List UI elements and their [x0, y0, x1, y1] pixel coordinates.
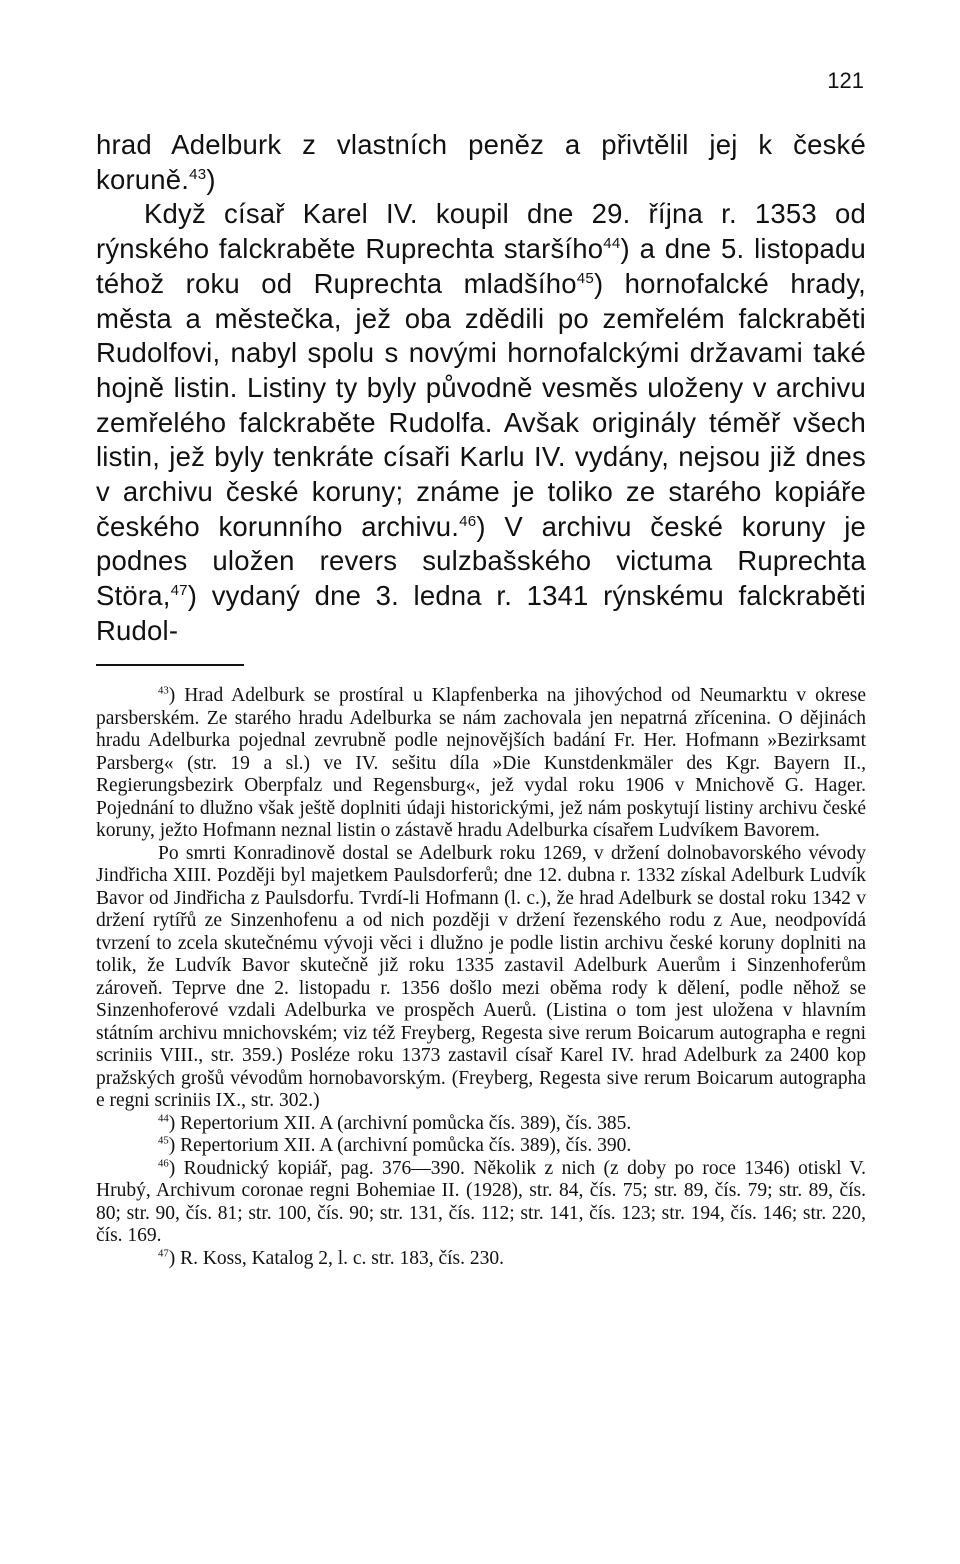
text-run: ) Hrad Adelburk se prostíral u Klapfenberka na jihovýchod od Neumarktu v okrese parsberském. Ze starého hradu Adelburka se nám zachovala jen nepatrná zřícenina. O dějinách hradu Adelburka pojednal zevrubně podle nejnovějších badání Fr. Her. Hofmann »Bezirksamt Parsberg« (str. 19 a sl.) ve IV. sešitu díla »Die Kunstdenkmäler des Kgr. Bayern II., Regierungsbezirk Oberpfalz und Regensburg«, jež vydal roku 1906 v Mnichově G. Hager. Pojednání to dlužno však ještě doplniti údaji historickými, jež nám poskytují listiny archivu české koruny, ježto Hofmann neznal listin o zástavě hradu Adelburka císařem Ludvíkem Bavorem.	[96, 685, 866, 841]
footnote-marker: 45	[576, 269, 594, 287]
text-run: ) vydaný dne 3. ledna r. 1341 rýnskému falckraběti Rudol-	[96, 580, 866, 646]
text-run: )	[206, 163, 216, 195]
text-run: ) Repertorium XII. A (archivní pomůcka čís. 389), čís. 385.	[168, 1112, 632, 1134]
text-run: ) a dne 5. listopadu téhož roku od Ruprechta mladšího	[96, 233, 866, 299]
footnote-paragraph	[96, 1113, 866, 1136]
footnote-paragraph	[96, 843, 866, 1113]
footnotes	[96, 685, 866, 1270]
footnote-marker: 46	[459, 512, 477, 530]
text-run: ) Repertorium XII. A (archivní pomůcka čís. 389), čís. 390.	[168, 1135, 632, 1156]
text-run: Po smrti Konradinově dostal se Adelburk roku 1269, v držení dolnobavorského vévody Jindřicha XIII. Později byl majetkem Paulsdorferů; dne 12. dubna r. 1332 získal Adelburk Ludvík Bavor od Jindřicha z Paulsdorfu. Tvrdí-li Hofmann (l. c.), že hrad Adelburk se dostal roku 1342 v držení rytířů ze Sinzenhofenu a od nich později v držení řezenského rodu z Aue, neodpovídá tvrzení to zcela skutečnému vývoji věci i dlužno je podle listin archivu české koruny doplniti na tolik, že Ludvík Bavor skutečně již roku 1335 zastavil Adelburk Auerům i Sinzenhoferům zároveň. Teprve dne 2. listopadu r. 1356 došlo mezi oběma rody k dělení, podle něhož se Sinzenhoferové vzdali Adelburka ve prospěch Auerů. (Listina o tom jest uložena v hlavním státním archivu mnichovském; viz též Freyberg, Regesta sive rerum Boicarum autographa e regni scriniis VIII., str. 359.) Posléze roku 1373 zastavil císař Karel IV. hrad Adelburk za 2400 kop pražských grošů vévodům hornobavorským. (Freyberg, Regesta sive rerum Boicarum autographa e regni scriniis IX., str. 302.)	[96, 842, 866, 1111]
footnote-marker: 46	[158, 1157, 169, 1169]
footnote-paragraph	[96, 685, 866, 843]
text-run: ) R. Koss, Katalog 2, l. c. str. 183, čís. 230.	[168, 1247, 504, 1269]
text-run: hrad Adelburk z vlastních peněz a přivtělil jej k české koruně.	[96, 129, 866, 195]
text-run: ) Roudnický kopiář, pag. 376—390. Několik z nich (z doby po roce 1346) otiskl V. Hrubý, Archivum coronae regni Bohemiae II. (1928), str. 84, čís. 75; str. 89, čís. 79; str. 89, čís. 80; str. 90, čís. 81; str. 100, čís. 90; str. 131, čís. 112; str. 141, čís. 123; str. 194, čís. 146; str. 220, čís. 169.	[96, 1157, 866, 1246]
page-number: 121	[827, 68, 864, 93]
footnote-marker: 43	[158, 684, 169, 697]
text-run: ) hornofalcké hrady, města a městečka, jež oba zdědili po zemřelém falckraběti Rudolfovi, nabyl spolu s novými hornofalckými državami také hojně listin. Listiny ty byly původně vesměs uloženy v archivu zemřelého falckraběte Rudolfa. Avšak originály téměř všech listin, jež byly tenkráte císaři Karlu IV. vydány, nejsou již dnes v archivu české koruny; známe je toliko ze starého kopiáře českého korunního archivu.	[96, 267, 866, 542]
footnote-marker: 44	[158, 1112, 169, 1124]
footnote-paragraph	[96, 1248, 866, 1271]
text-run: Když císař Karel IV. koupil dne 29. října r. 1353 od rýnského falckraběte Ruprechta staršího	[96, 198, 866, 265]
text-run: ) V archivu české koruny je podnes uložen revers sulzbašského victuma Ruprechta Störa,	[96, 510, 866, 612]
footnote-marker: 45	[158, 1134, 169, 1147]
footnote-marker: 47	[158, 1247, 169, 1259]
footnote-paragraph	[96, 1135, 866, 1158]
footnote-marker: 43	[189, 165, 207, 183]
footnote-marker: 47	[170, 581, 188, 599]
main-text	[96, 128, 866, 649]
body-paragraph	[96, 128, 866, 197]
footnote-paragraph	[96, 1158, 866, 1248]
body-paragraph	[96, 197, 866, 648]
footnote-separator	[96, 664, 244, 666]
footnote-marker: 44	[603, 234, 621, 252]
